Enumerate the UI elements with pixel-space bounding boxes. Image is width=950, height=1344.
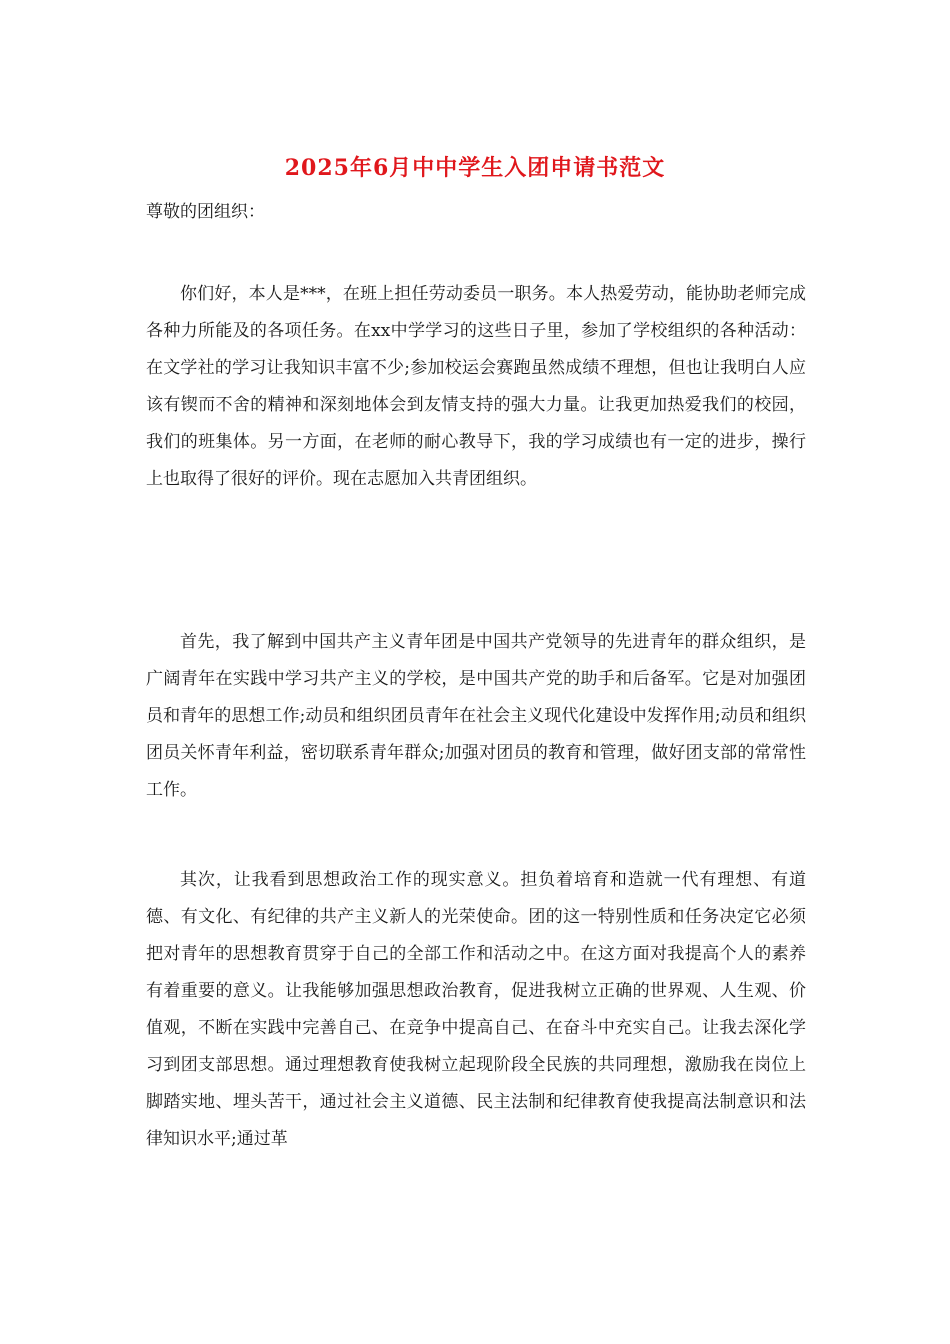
- paragraph-intro: 你们好，本人是***，在班上担任劳动委员一职务。本人热爱劳动，能协助老师完成各种力所能及的各项任务。在xx中学学习的这些日子里，参加了学校组织的各种活动：在文学社的学习让我知识丰富不少;参加校运会赛跑虽然成绩不理想，但也让我明白人应该有锲而不舍的精神和深刻地体会到友情支持的强大力量。让我更加热爱我们的校园，我们的班集体。另一方面，在老师的耐心教导下，我的学习成绩也有一定的进步，操行上也取得了很好的评价。现在志愿加入共青团组织。: [146, 284, 806, 489]
- paragraph-first-reason: 首先，我了解到中国共产主义青年团是中国共产党领导的先进青年的群众组织，是广阔青年在实践中学习共产主义的学校，是中国共产党的助手和后备军。它是对加强团员和青年的思想工作;动员和组织团员青年在社会主义现代化建设中发挥作用;动员和组织团员关怀青年利益，密切联系青年群众;加强对团员的教育和管理，做好团支部的常常性工作。: [146, 632, 806, 800]
- salutation: 尊敬的团组织：: [146, 202, 265, 222]
- paragraph-second-reason: 其次，让我看到思想政治工作的现实意义。担负着培育和造就一代有理想、有道德、有文化、有纪律的共产主义新人的光荣使命。团的这一特别性质和任务决定它必须把对青年的思想教育贯穿于自己的全部工作和活动之中。在这方面对我提高个人的素养有着重要的意义。让我能够加强思想政治教育，促进我树立正确的世界观、人生观、价值观，不断在实践中完善自己、在竞争中提高自己、在奋斗中充实自己。让我去深化学习到团支部思想。通过理想教育使我树立起现阶段全民族的共同理想，激励我在岗位上脚踏实地、埋头苦干，通过社会主义道德、民主法制和纪律教育使我提高法制意识和法律知识水平;通过革: [146, 870, 806, 1149]
- document-title: 2025年6月中中学生入团申请书范文: [284, 155, 666, 181]
